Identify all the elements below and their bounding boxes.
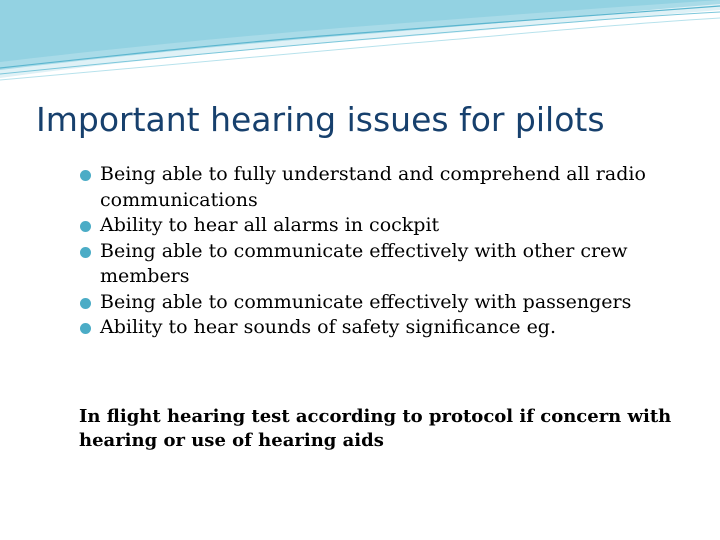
- list-item: [80, 290, 700, 316]
- bullet-dot-icon: [80, 323, 91, 334]
- bullet-text: Being able to communicate effectively with passengers: [100, 290, 632, 313]
- list-item: [80, 315, 700, 341]
- bullet-dot-icon: [80, 170, 91, 181]
- slide-title: Important hearing issues for pilots: [36, 100, 605, 139]
- summary-note: In flight hearing test according to protocol if concern with hearing or use of hearing aids: [79, 406, 672, 451]
- header-wave-decoration: [0, 0, 720, 90]
- bullet-text: Being able to fully understand and comprehend all radio communications: [100, 163, 646, 211]
- bullet-list: [80, 162, 700, 341]
- bullet-text: Ability to hear sounds of safety significance eg.: [100, 316, 557, 338]
- list-item: [80, 162, 700, 213]
- bullet-text: Being able to communicate effectively with other crew members: [100, 239, 628, 287]
- list-item: [80, 213, 700, 239]
- bullet-dot-icon: [80, 298, 91, 309]
- list-item: [80, 239, 700, 290]
- bullet-dot-icon: [80, 221, 91, 232]
- bullet-dot-icon: [80, 247, 91, 258]
- bullet-text: Ability to hear all alarms in cockpit: [100, 214, 440, 236]
